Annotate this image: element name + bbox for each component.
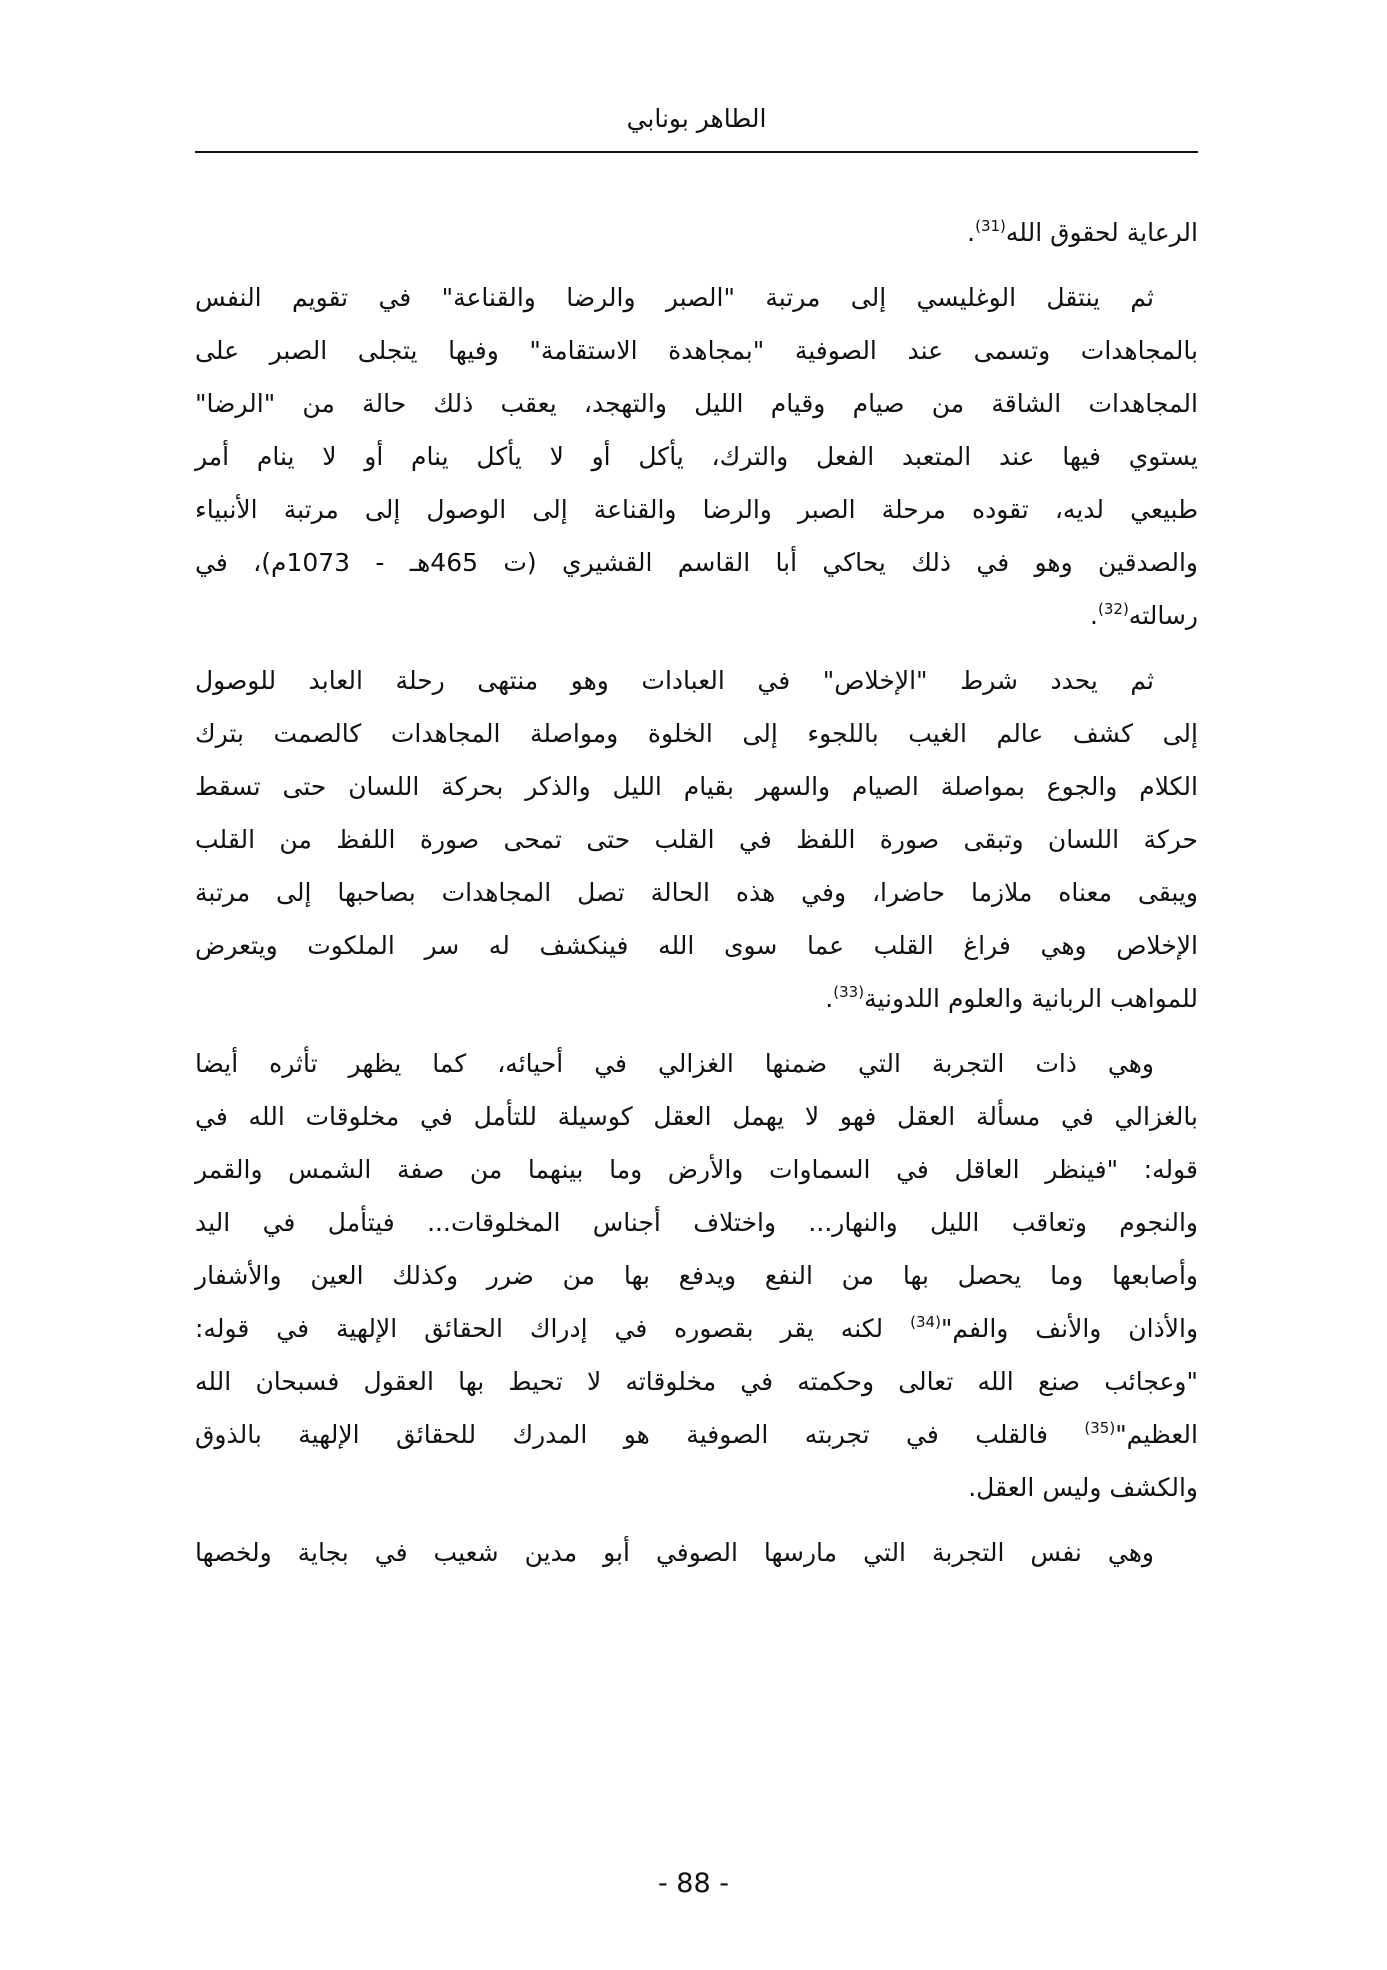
- line-text: العظيم": [1115, 1420, 1198, 1449]
- text-line: [195, 589, 1198, 642]
- body-text: [195, 206, 1198, 1591]
- paragraph: [195, 1037, 1198, 1514]
- text-line: [195, 707, 1198, 760]
- header-rule: [195, 151, 1198, 153]
- line-text: وهي ذات التجربة التي ضمنها الغزالي في أحيائه، كما يظهر تأثره أيضا: [195, 1049, 1154, 1078]
- line-text: ثم ينتقل الوغليسي إلى مرتبة "الصبر والرضا والقناعة" في تقويم النفس: [195, 283, 1154, 312]
- text-line: [195, 1143, 1198, 1196]
- text-line: [195, 919, 1198, 972]
- footnote-ref: (31): [975, 217, 1006, 235]
- line-text: قوله: "فينظر العاقل في السماوات والأرض وما بينهما من صفة الشمس والقمر: [195, 1155, 1198, 1184]
- text-line: [195, 1461, 1198, 1514]
- line-text: للمواهب الربانية والعلوم اللدونية: [864, 984, 1198, 1013]
- running-header: الطاهر بونابي: [626, 104, 767, 133]
- text-line: [195, 866, 1198, 919]
- line-text: "وعجائب صنع الله تعالى وحكمته في مخلوقاته لا تحيط بها العقول فسبحان الله: [195, 1367, 1198, 1396]
- line-text: بالمجاهدات وتسمى عند الصوفية "بمجاهدة الاستقامة" وفيها يتجلى الصبر على: [195, 336, 1198, 365]
- line-text: ثم يحدد شرط "الإخلاص" في العبادات وهو منتهى رحلة العابد للوصول: [195, 666, 1154, 695]
- line-text: إلى كشف عالم الغيب باللجوء إلى الخلوة ومواصلة المجاهدات كالصمت بترك: [195, 719, 1198, 748]
- line-text: طبيعي لديه، تقوده مرحلة الصبر والرضا والقناعة إلى الوصول إلى مرتبة الأنبياء: [195, 495, 1198, 524]
- line-text: .: [967, 218, 976, 247]
- line-text: الرعاية لحقوق الله: [1005, 218, 1198, 247]
- text-line: [195, 536, 1198, 589]
- footnote-ref: (35): [1084, 1419, 1116, 1437]
- text-line: [195, 813, 1198, 866]
- line-text: والأذان والأنف والفم": [940, 1314, 1199, 1343]
- text-line: [195, 760, 1198, 813]
- text-line: [195, 271, 1198, 324]
- line-text: بالغزالي في مسألة العقل فهو لا يهمل العقل كوسيلة للتأمل في مخلوقات الله في: [195, 1102, 1198, 1131]
- paragraph: [195, 271, 1198, 642]
- text-line: [195, 377, 1198, 430]
- text-line: [195, 1196, 1198, 1249]
- line-text: .: [1090, 601, 1098, 630]
- line-text: ويبقى معناه ملازما حاضرا، وفي هذه الحالة تصل المجاهدات بصاحبها إلى مرتبة: [195, 878, 1198, 907]
- text-line: [195, 1249, 1198, 1302]
- paragraph: [195, 206, 1198, 259]
- text-line: [195, 1037, 1198, 1090]
- text-line: [195, 206, 1198, 259]
- line-text: فالقلب في تجربته الصوفية هو المدرك للحقائق الإلهية بالذوق: [195, 1420, 1085, 1449]
- paragraph: [195, 654, 1198, 1025]
- text-line: [195, 1355, 1198, 1408]
- line-text: رسالته: [1128, 601, 1198, 630]
- text-line: [195, 972, 1198, 1025]
- text-line: [195, 1526, 1198, 1579]
- footnote-ref: (34): [910, 1313, 941, 1331]
- line-text: يستوي فيها عند المتعبد الفعل والترك، يأكل أو لا يأكل ينام أو لا ينام أمر: [195, 442, 1198, 471]
- text-line: [195, 1302, 1198, 1355]
- footnote-ref: (33): [833, 983, 865, 1001]
- text-line: [195, 324, 1198, 377]
- text-line: [195, 1090, 1198, 1143]
- page-number: - 88 -: [657, 1868, 729, 1899]
- line-text: والكشف وليس العقل.: [968, 1473, 1198, 1502]
- line-text: والنجوم وتعاقب الليل والنهار... واختلاف أجناس المخلوقات... فيتأمل في اليد: [195, 1208, 1198, 1237]
- text-line: [195, 430, 1198, 483]
- line-text: الإخلاص وهي فراغ القلب عما سوى الله فينكشف له سر الملكوت ويتعرض: [195, 931, 1198, 960]
- line-text: المجاهدات الشاقة من صيام وقيام الليل والتهجد، يعقب ذلك حالة من "الرضا": [195, 389, 1198, 418]
- line-text: والصدقين وهو في ذلك يحاكي أبا القاسم القشيري (ت 465هـ - 1073م)، في: [195, 548, 1198, 577]
- text-line: [195, 483, 1198, 536]
- text-line: [195, 1408, 1198, 1461]
- footnote-ref: (32): [1097, 600, 1129, 618]
- line-text: لكنه يقر بقصوره في إدراك الحقائق الإلهية في قوله:: [195, 1314, 911, 1343]
- paragraph: [195, 1526, 1198, 1579]
- line-text: وهي نفس التجربة التي مارسها الصوفي أبو مدين شعيب في بجاية ولخصها: [195, 1538, 1154, 1567]
- line-text: حركة اللسان وتبقى صورة اللفظ في القلب حتى تمحى صورة اللفظ من القلب: [195, 825, 1198, 854]
- line-text: .: [825, 984, 834, 1013]
- line-text: الكلام والجوع بمواصلة الصيام والسهر بقيام الليل والذكر بحركة اللسان حتى تسقط: [195, 772, 1198, 801]
- text-line: [195, 654, 1198, 707]
- line-text: وأصابعها وما يحصل بها من النفع ويدفع بها من ضرر وكذلك العين والأشفار: [195, 1261, 1198, 1290]
